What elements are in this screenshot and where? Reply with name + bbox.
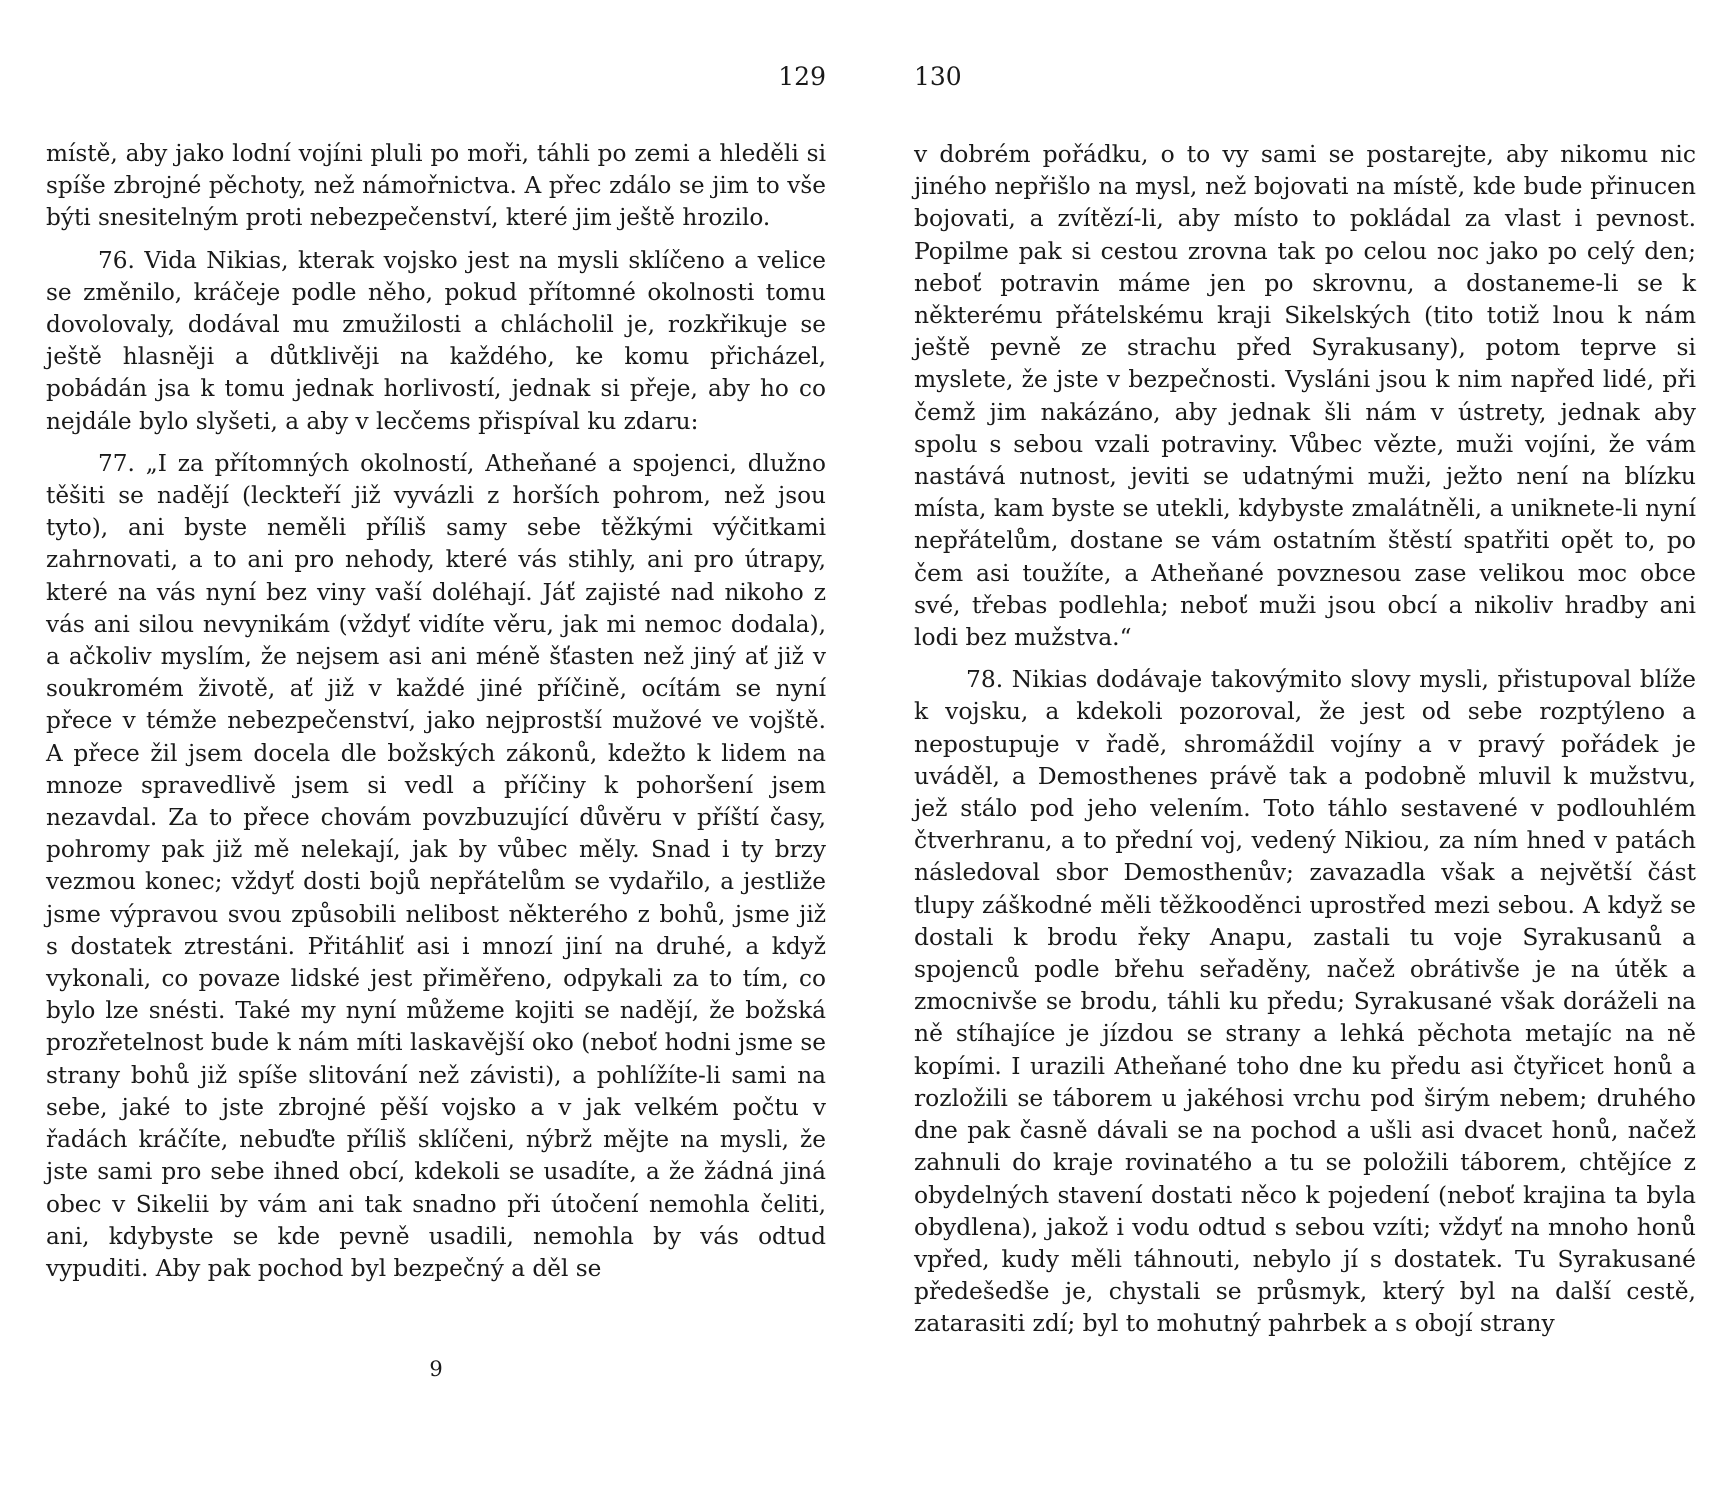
paragraph-78: 78. Nikias dodávaje takovýmito slovy mysli, přistupoval blíže k vojsku, a kdekoli pozoroval, že jest od sebe rozptýleno a nepostupuje v řadě, shromáždil vojíny a v pravý pořádek je uváděl, a Demosthenes právě tak a podobně mluvil k mužstvu, jež stálo pod jeho velením. Toto táhlo sestavené v podlouhlém čtverhranu, a to přední voj, vedený Nikiou, za ním hned v patách následoval sbor Demosthenův; zavazadla však a největší část tlupy záškodné měli těžkooděnci uprostřed mezi sebou. A když se dostali k brodu řeky Anapu, zastali tu voje Syrakusanů a spojenců podle břehu seřaděny, načež obrátivše je na útěk a zmocnivše se brodu, táhli ku předu; Syrakusané však doráželi na ně stíhajíce je jízdou se strany a lehká pěchota metajíc na ně kopími. I urazili Atheňané toho dne ku předu asi čtyřicet honů a rozložili se táborem u jakéhosi vrchu pod širým nebem; druhého dne pak časně dávali se na pochod a ušli asi dvacet honů, načež zahnuli do kraje rovinatého a tu se položili táborem, chtějíce z obydelných stavení dostati něco k pojedení (neboť krajina ta byla obydlena), jakož i vodu odtud s sebou vzíti; vždyť na mnoho honů vpřed, kudy měli táhnouti, nebylo jí s dostatek. Tu Syrakusané předešedše je, chystali se průsmyk, který byl na další cestě, zatarasiti zdí; byl to mohutný pahrbek a s obojí strany [914,665,1696,1338]
paragraph-76: 76. Vida Nikias, kterak vojsko jest na mysli sklíčeno a velice se změnilo, kráčeje podle něho, pokud přítomné okolnosti tomu dovolovaly, dodával mu zmužilosti a chlácholil je, rozkřikuje se ještě hlasněji a důtklivěji na každého, ke komu přicházel, pobádán jsa k tomu jednak horlivostí, jednak si přeje, aby ho co nejdále bylo slyšeti, a aby v lecčems přispíval ku zdaru: [46,246,826,435]
page-number-left: 129 [778,62,826,91]
paragraph-continuation: v dobrém pořádku, o to vy sami se postarejte, aby nikomu nic jiného nepřišlo na mysl, než bojovati na místě, kde bude přinucen bojovati, a zvítězí-li, aby místo to pokládal za vlast i pevnost. Popilme pak si cestou zrovna tak po celou noc jako po celý den; neboť potravin máme jen po skrovnu, a dostaneme-li se k některému přátelskému kraji Sikelských (tito totiž lnou k nám ještě pevně ze strachu před Syrakusany), potom teprve si myslete, že jste v bezpečnosti. Vysláni jsou k nim napřed lidé, při čemž jim nakázáno, aby jednak šli nám v ústrety, jednak aby spolu s sebou vzali potraviny. Vůbec vězte, muži vojíni, že vám nastává nutnost, jeviti se udatnými muži, ježto není na blízku místa, kam byste se utekli, kdybyste zmalátněli, a uniknete-li nyní nepřátelům, dostane se vám ostatním štěstí spatřiti opět to, po čem asi toužíte, a Atheňané povznesou zase velikou moc obce své, třebas podlehla; neboť muži jsou obcí a nikoliv hradby ani lodi bez mužstva.“ [914,140,1696,652]
right-page [914,0,1696,1500]
paragraph-77: 77. „I za přítomných okolností, Atheňané a spojenci, dlužno těšiti se nadějí (leckteří již vyvázli z horších pohrom, než jsou tyto), ani byste neměli příliš samy sebe těžkými výčitkami zahrnovati, a to ani pro nehody, které vás stihly, ani pro útrapy, které na vás nyní bez viny vaší doléhají. Jáť zajisté nad nikoho z vás ani silou nevynikám (vždyť vidíte věru, jak mi nemoc dodala), a ačkoliv myslím, že nejsem asi ani méně šťasten než jiný ať již v soukromém životě, ať již v každé jiné příčině, ocítám se nyní přece v témže nebezpečenství, jako nejprostší mužové ve vojště. A přece žil jsem docela dle božských zákonů, kdežto k lidem na mnoze spravedlivě jsem si vedl a příčiny k pohoršení jsem nezavdal. Za to přece chovám povzbuzující důvěru v příští časy, pohromy pak již mě nelekají, jak by vůbec měly. Snad i ty brzy vezmou konec; vždyť dosti bojů nepřátelům se vydařilo, a jestliže jsme výpravou svou způsobili nelibost některého z bohů, jsme již s dostatek ztrestáni. Přitáhliť asi i mnozí jiní na druhé, a když vykonali, co povaze lidské jest přiměřeno, odpykali za to tím, co bylo lze snésti. Také my nyní můžeme kojiti se nadějí, že božská prozřetelnost bude k nám míti laskavější oko (neboť hodni jsme se strany bohů již spíše slitování než závisti), a pohlížíte-li sami na sebe, jaké to jste zbrojné pěší vojsko a v jak velkém počtu v řadách kráčíte, nebuďte příliš sklíčeni, nýbrž mějte na mysli, že jste sami pro sebe ihned obcí, kdekoli se usadíte, a že žádná jiná obec v Sikelii by vám ani tak snadno při útočení nemohla čeliti, ani, kdybyste se kde pevně usadili, nemohla by vás odtud vypuditi. Aby pak pochod byl bezpečný a děl se [46,449,826,1282]
signature-mark: 9 [429,1357,443,1381]
page-number-right: 130 [914,62,962,91]
paragraph-continuation: místě, aby jako lodní vojíni pluli po moři, táhli po zemi a hleděli si spíše zbrojné pěchoty, než námořnictva. A přec zdálo se jim to vše býti snesitelným proti nebezpečenství, které jim ještě hrozilo. [46,140,826,232]
right-page-text [914,138,1696,1340]
left-page-text [46,138,826,1285]
left-page [46,0,826,1500]
